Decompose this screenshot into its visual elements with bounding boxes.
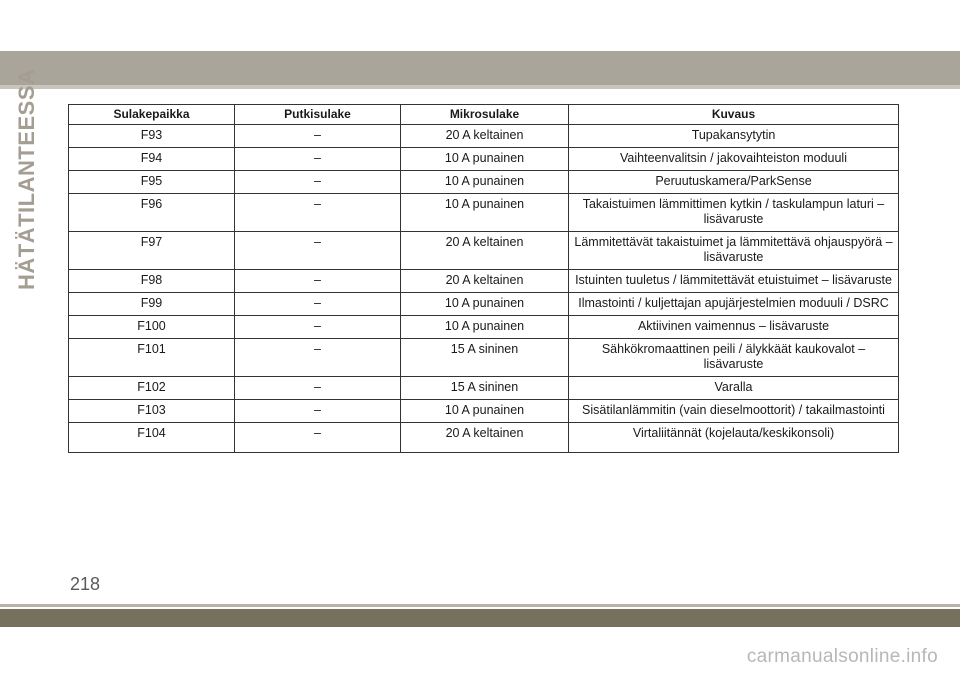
cell-position: F98 (69, 270, 235, 293)
cell-cartridge-fuse: – (235, 125, 401, 148)
table-row (69, 293, 899, 316)
cell-cartridge-fuse: – (235, 270, 401, 293)
cell-description: Sisätilanlämmitin (vain dieselmoottorit) / takailmastointi (569, 400, 899, 423)
cell-position: F100 (69, 316, 235, 339)
header-kuvaus: Kuvaus (569, 105, 899, 125)
cell-description: Tupakansytytin (569, 125, 899, 148)
fuse-table (68, 104, 899, 453)
table-row (69, 194, 899, 232)
table-row (69, 339, 899, 377)
cell-cartridge-fuse: – (235, 339, 401, 377)
cell-position: F104 (69, 423, 235, 453)
header-mikrosulake: Mikrosulake (401, 105, 569, 125)
cell-micro-fuse: 20 A keltainen (401, 232, 569, 270)
cell-cartridge-fuse: – (235, 171, 401, 194)
cell-description: Varalla (569, 377, 899, 400)
cell-position: F102 (69, 377, 235, 400)
cell-micro-fuse: 20 A keltainen (401, 125, 569, 148)
cell-position: F103 (69, 400, 235, 423)
table-row (69, 377, 899, 400)
section-label: HÄTÄTILANTEESSA (14, 68, 39, 290)
cell-position: F101 (69, 339, 235, 377)
footer-line (0, 604, 960, 607)
table-row (69, 125, 899, 148)
cell-micro-fuse: 20 A keltainen (401, 270, 569, 293)
cell-micro-fuse: 10 A punainen (401, 171, 569, 194)
cell-position: F96 (69, 194, 235, 232)
cell-micro-fuse: 10 A punainen (401, 194, 569, 232)
cell-position: F97 (69, 232, 235, 270)
cell-micro-fuse: 20 A keltainen (401, 423, 569, 453)
cell-micro-fuse: 10 A punainen (401, 293, 569, 316)
table-row (69, 316, 899, 339)
cell-description: Takaistuimen lämmittimen kytkin / taskulampun laturi – lisävaruste (569, 194, 899, 232)
cell-description: Vaihteenvalitsin / jakovaihteiston moduuli (569, 148, 899, 171)
cell-cartridge-fuse: – (235, 232, 401, 270)
cell-description: Ilmastointi / kuljettajan apujärjestelmien moduuli / DSRC (569, 293, 899, 316)
cell-micro-fuse: 10 A punainen (401, 148, 569, 171)
header-band (0, 51, 960, 85)
cell-micro-fuse: 15 A sininen (401, 377, 569, 400)
cell-cartridge-fuse: – (235, 400, 401, 423)
footer-band (0, 609, 960, 627)
table-row (69, 270, 899, 293)
cell-cartridge-fuse: – (235, 377, 401, 400)
cell-cartridge-fuse: – (235, 316, 401, 339)
cell-description: Istuinten tuuletus / lämmitettävät etuistuimet – lisävaruste (569, 270, 899, 293)
cell-description: Aktiivinen vaimennus – lisävaruste (569, 316, 899, 339)
cell-position: F99 (69, 293, 235, 316)
page-number: 218 (70, 574, 101, 594)
cell-description: Virtaliitännät (kojelauta/keskikonsoli) (569, 423, 899, 453)
header-sulakepaikka: Sulakepaikka (69, 105, 235, 125)
cell-cartridge-fuse: – (235, 194, 401, 232)
cell-micro-fuse: 10 A punainen (401, 316, 569, 339)
header-band-line (0, 85, 960, 89)
watermark: carmanualsonline.info (746, 646, 938, 667)
cell-micro-fuse: 15 A sininen (401, 339, 569, 377)
table-row (69, 423, 899, 453)
cell-cartridge-fuse: – (235, 423, 401, 453)
table-row (69, 148, 899, 171)
cell-position: F95 (69, 171, 235, 194)
table-row (69, 400, 899, 423)
cell-position: F94 (69, 148, 235, 171)
header-putkisulake: Putkisulake (235, 105, 401, 125)
cell-description: Sähkökromaattinen peili / älykkäät kaukovalot – lisävaruste (569, 339, 899, 377)
table-header-row (69, 105, 899, 125)
cell-position: F93 (69, 125, 235, 148)
table-row (69, 232, 899, 270)
table-row (69, 171, 899, 194)
cell-micro-fuse: 10 A punainen (401, 400, 569, 423)
cell-cartridge-fuse: – (235, 148, 401, 171)
cell-cartridge-fuse: – (235, 293, 401, 316)
cell-description: Lämmitettävät takaistuimet ja lämmitettävä ohjauspyörä – lisävaruste (569, 232, 899, 270)
cell-description: Peruutuskamera/ParkSense (569, 171, 899, 194)
